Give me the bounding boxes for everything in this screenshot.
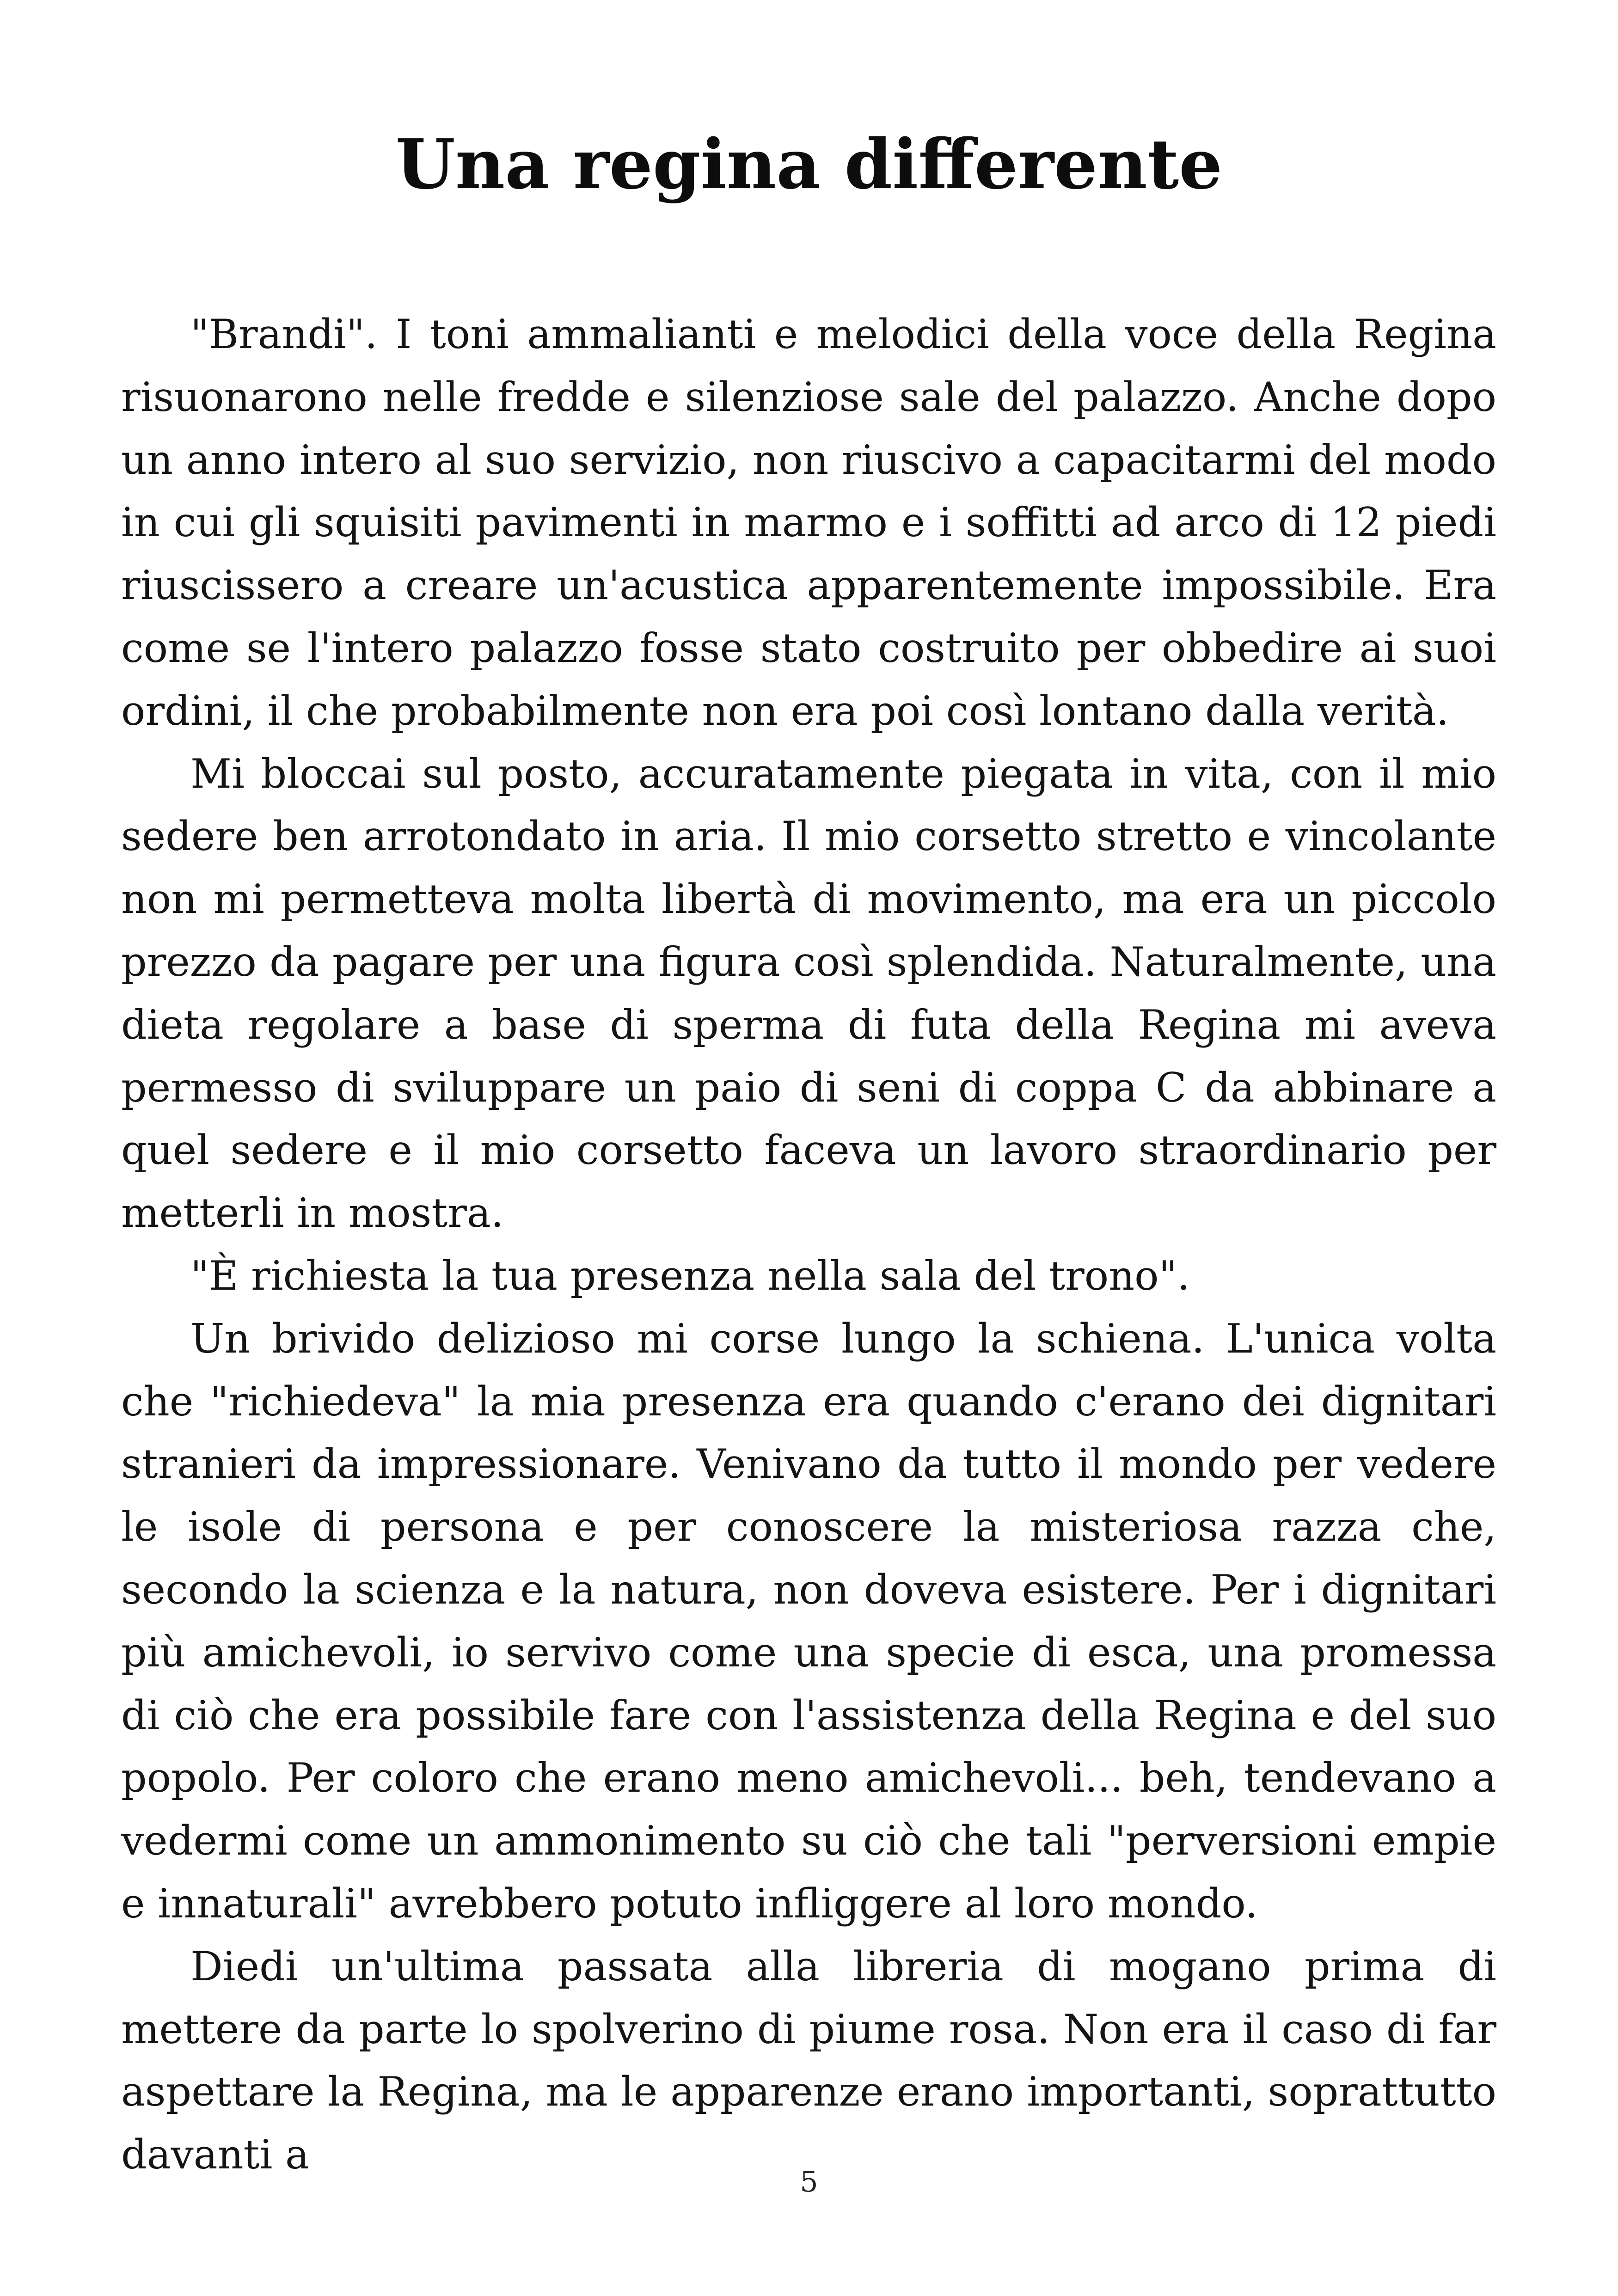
paragraph: Un brivido delizioso mi corse lungo la schiena. L'unica volta che "richiedeva" la mia presenza era quando c'erano dei dignitari stranieri da impressionare. Venivano da tutto il mondo per vedere le isole di persona e per conoscere la misteriosa razza che, secondo la scienza e la natura, non doveva esistere. Per i dignitari più amichevoli, io servivo come una specie di esca, una promessa di ciò che era possibile fare con l'assistenza della Regina e del suo popolo. Per coloro che erano meno amichevoli... beh, tendevano a vedermi come un ammonimento su ciò che tali "perversioni empie e innaturali" avrebbero potuto infliggere al loro mondo. <box>121 1315 1496 1927</box>
paragraph: "Brandi". I toni ammalianti e melodici della voce della Regina risuonarono nelle fredde e silenziose sale del palazzo. Anche dopo un anno intero al suo servizio, non riuscivo a capacitarmi del modo in cui gli squisiti pavimenti in marmo e i soffitti ad arco di 12 piedi riuscissero a creare un'acustica apparentemente impossibile. Era come se l'intero palazzo fosse stato costruito per obbedire ai suoi ordini, il che probabilmente non era poi così lontano dalla verità. <box>121 311 1496 735</box>
chapter-body <box>121 303 1496 2186</box>
paragraph: "È richiesta la tua presenza nella sala del trono". <box>190 1252 1190 1299</box>
paragraph: Diedi un'ultima passata alla libreria di mogano prima di mettere da parte lo spolverino di piume rosa. Non era il caso di far aspettare la Regina, ma le apparenze erano importanti, soprattutto davanti a <box>121 1942 1496 2179</box>
page-number: 5 <box>800 2165 818 2198</box>
chapter-title: Una regina differente <box>395 124 1223 204</box>
paragraph: Mi bloccai sul posto, accuratamente piegata in vita, con il mio sedere ben arrotondato in aria. Il mio corsetto stretto e vincolante non mi permetteva molta libertà di movimento, ma era un piccolo prezzo da pagare per una figura così splendida. Naturalmente, una dieta regolare a base di sperma di futa della Regina mi aveva permesso di sviluppare un paio di seni di coppa C da abbinare a quel sedere e il mio corsetto faceva un lavoro straordinario per metterli in mostra. <box>121 750 1496 1237</box>
